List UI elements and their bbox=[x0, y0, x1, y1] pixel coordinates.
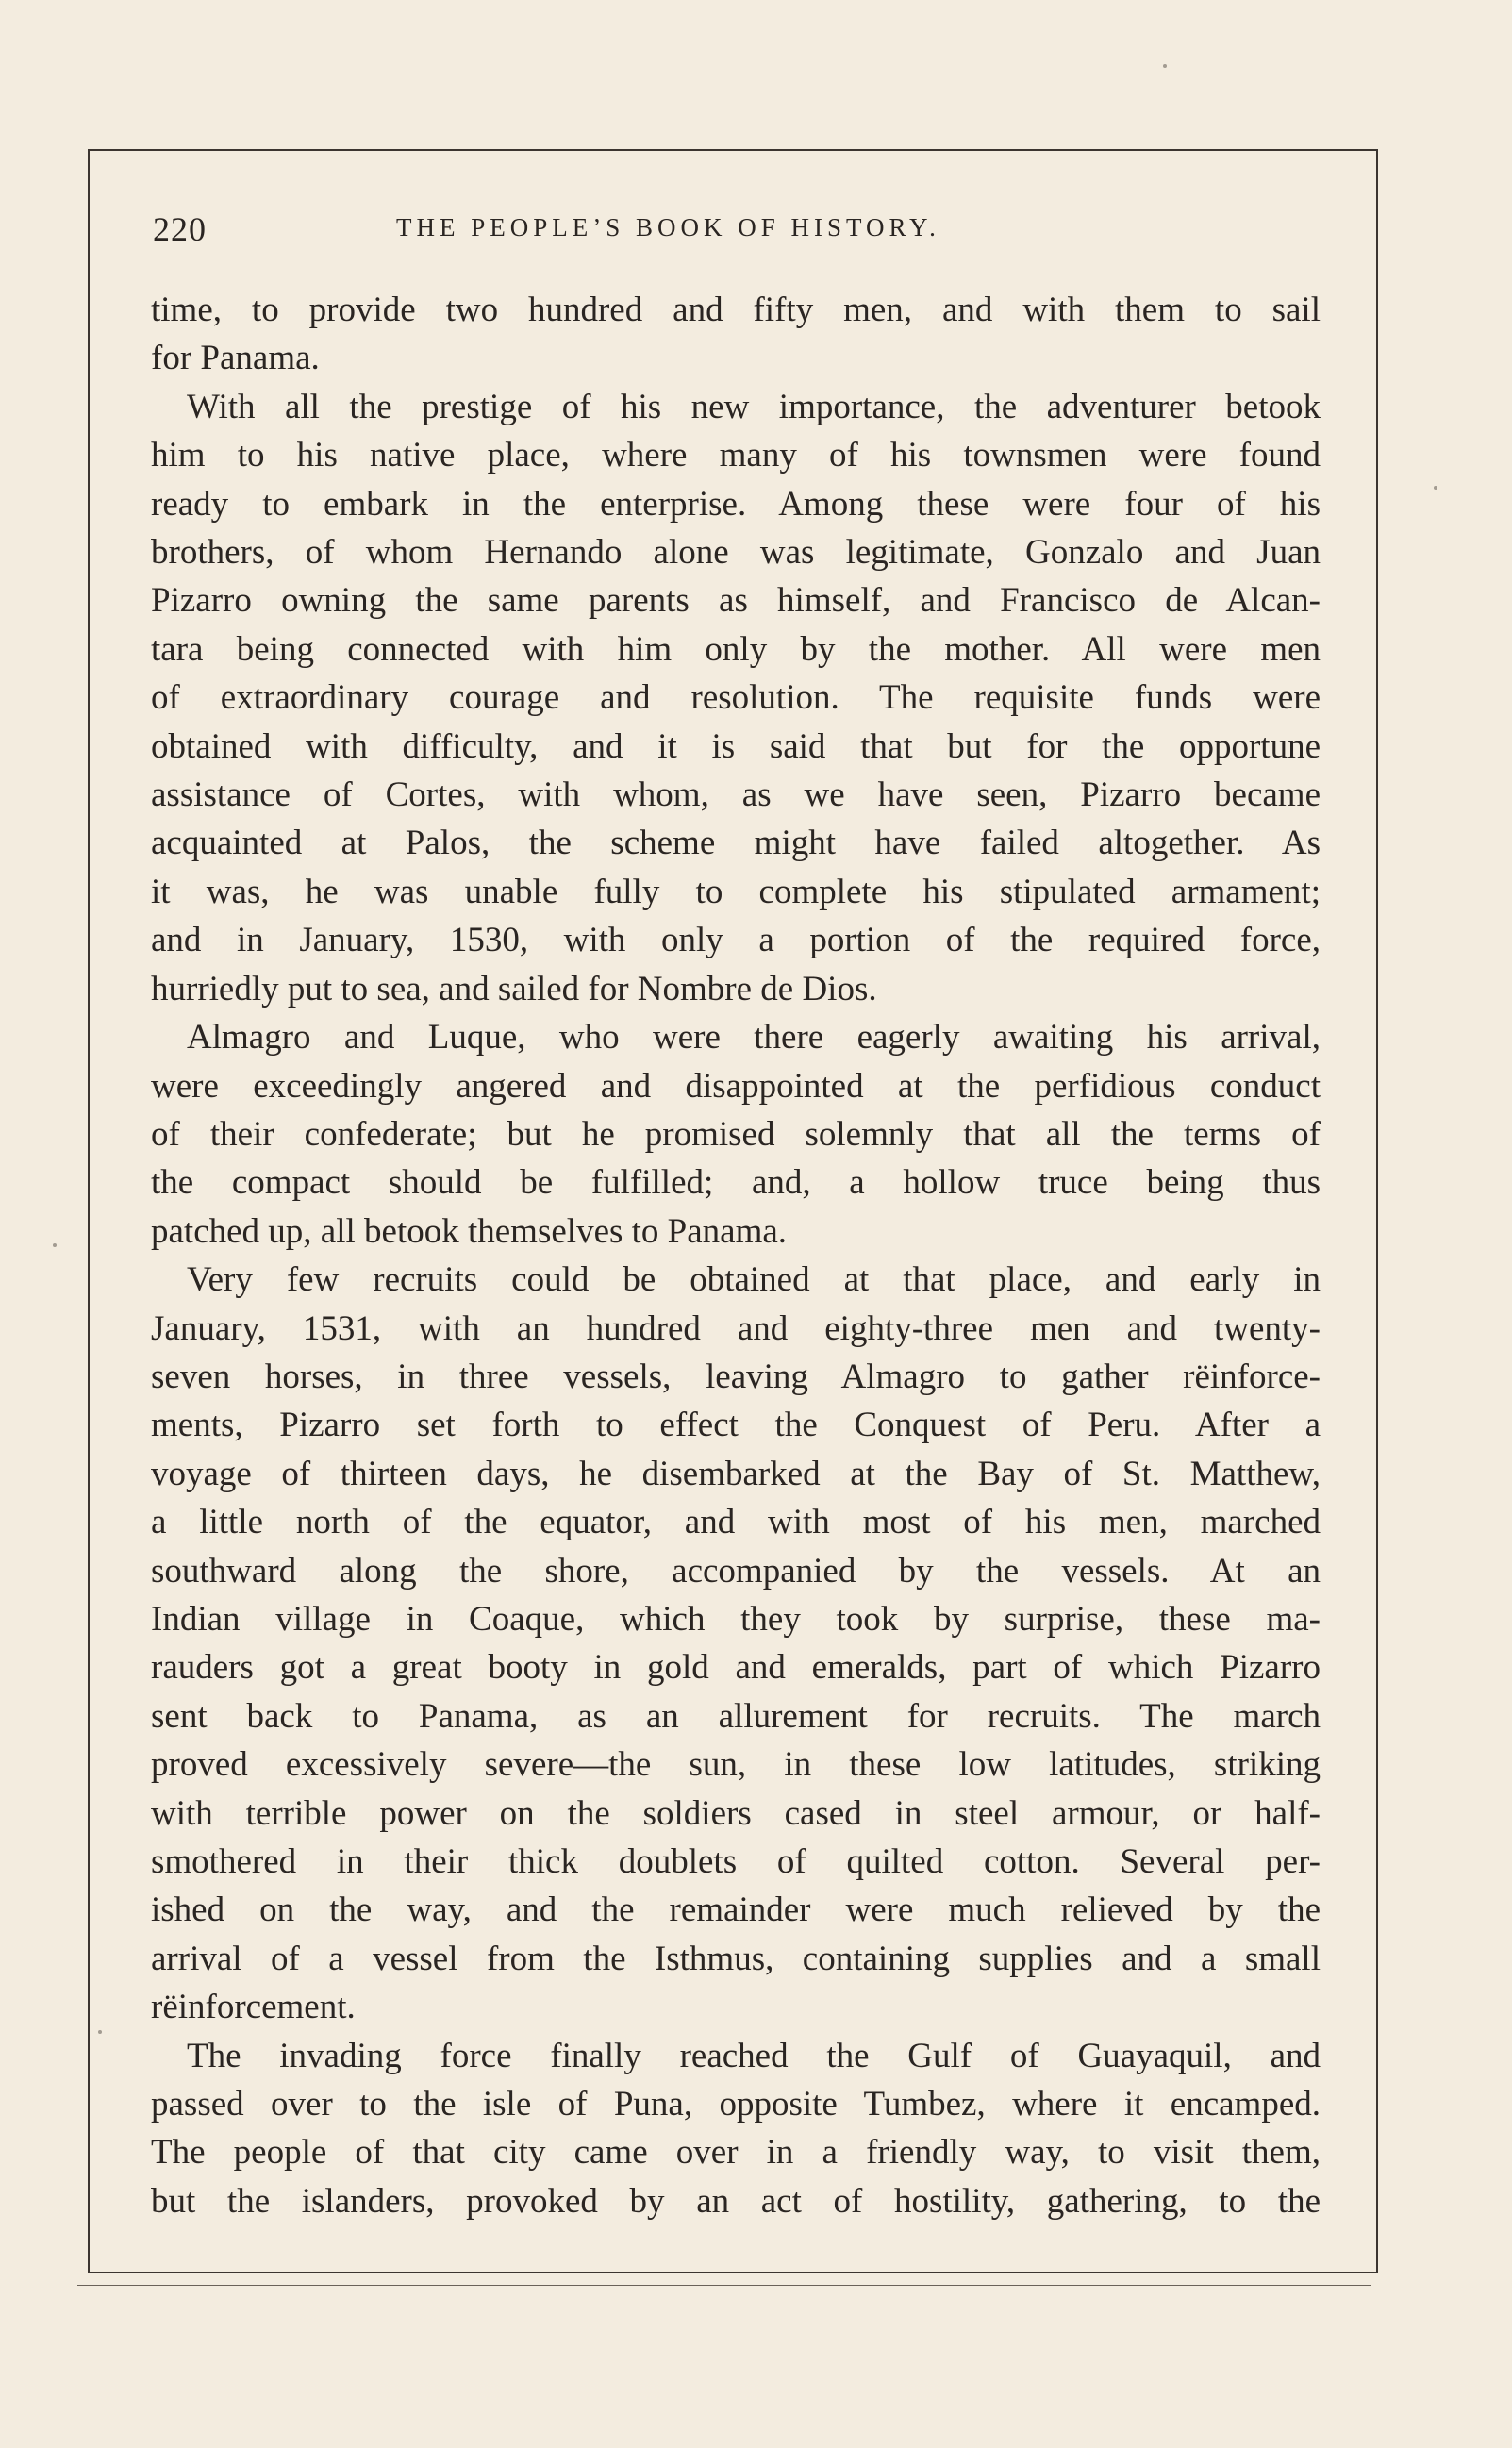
page-number: 220 bbox=[153, 210, 207, 248]
text-line: ready to embark in the enterprise. Among these were four of his bbox=[151, 484, 1321, 524]
text-line: smothered in their thick doublets of quilted cotton. Several per- bbox=[151, 1842, 1321, 1881]
text-line: rëinforcement. bbox=[151, 1988, 356, 2027]
text-line: Indian village in Coaque, which they took by surprise, these ma- bbox=[151, 1599, 1321, 1639]
text-line: hurriedly put to sea, and sailed for Nombre de Dios. bbox=[151, 969, 877, 1008]
text-line: him to his native place, where many of his townsmen were found bbox=[151, 436, 1321, 475]
text-line: were exceedingly angered and disappointed at the perfidious conduct bbox=[151, 1066, 1321, 1106]
text-line: proved excessively severe—the sun, in these low latitudes, striking bbox=[151, 1745, 1321, 1785]
print-speck bbox=[53, 1243, 57, 1247]
text-line: of their confederate; but he promised solemnly that all the terms of bbox=[151, 1114, 1321, 1154]
text-line: for Panama. bbox=[151, 339, 320, 378]
text-line: of extraordinary courage and resolution. The requisite funds were bbox=[151, 678, 1321, 718]
text-line: passed over to the isle of Puna, opposite Tumbez, where it encamped. bbox=[151, 2085, 1321, 2124]
print-speck bbox=[1434, 486, 1437, 490]
text-line: The people of that city came over in a friendly way, to visit them, bbox=[151, 2133, 1321, 2173]
text-line: The invading force finally reached the Gulf of Guayaquil, and bbox=[187, 2036, 1321, 2075]
text-line: obtained with difficulty, and it is said that but for the opportune bbox=[151, 726, 1321, 766]
text-line: a little north of the equator, and with most of his men, marched bbox=[151, 1503, 1321, 1542]
running-title: THE PEOPLE’S BOOK OF HISTORY. bbox=[396, 213, 940, 241]
text-line: Almagro and Luque, who were there eagerly awaiting his arrival, bbox=[187, 1018, 1321, 1057]
text-line: sent back to Panama, as an allurement for recruits. The march bbox=[151, 1696, 1321, 1736]
text-line: ments, Pizarro set forth to effect the Conquest of Peru. After a bbox=[151, 1406, 1321, 1445]
text-line: the compact should be fulfilled; and, a hollow truce being thus bbox=[151, 1163, 1321, 1203]
running-head bbox=[153, 209, 1322, 257]
text-line: time, to provide two hundred and fifty men, and with them to sail bbox=[151, 291, 1321, 329]
text-line: January, 1531, with an hundred and eighty-three men and twenty- bbox=[151, 1308, 1321, 1348]
text-line: with terrible power on the soldiers cased in steel armour, or half- bbox=[151, 1793, 1321, 1833]
text-line: southward along the shore, accompanied by the vessels. At an bbox=[151, 1551, 1321, 1590]
text-line: brothers, of whom Hernando alone was legitimate, Gonzalo and Juan bbox=[151, 533, 1321, 573]
text-line: seven horses, in three vessels, leaving Almagro to gather rëinforce- bbox=[151, 1357, 1321, 1396]
text-line: assistance of Cortes, with whom, as we have seen, Pizarro became bbox=[151, 775, 1321, 815]
text-line: tara being connected with him only by the mother. All were men bbox=[151, 629, 1321, 669]
text-line: ished on the way, and the remainder were much relieved by the bbox=[151, 1890, 1321, 1930]
text-line: voyage of thirteen days, he disembarked at the Bay of St. Matthew, bbox=[151, 1454, 1321, 1493]
body-text bbox=[151, 286, 1321, 2225]
text-line: patched up, all betook themselves to Panama. bbox=[151, 1211, 788, 1251]
text-line: it was, he was unable fully to complete his stipulated armament; bbox=[151, 872, 1321, 911]
print-speck bbox=[1163, 64, 1167, 68]
text-line: acquainted at Palos, the scheme might have failed altogether. As bbox=[151, 824, 1321, 863]
bottom-rule bbox=[77, 2285, 1371, 2286]
text-line: Very few recruits could be obtained at that place, and early in bbox=[187, 1260, 1321, 1300]
text-line: rauders got a great booty in gold and emeralds, part of which Pizarro bbox=[151, 1648, 1321, 1688]
text-line: arrival of a vessel from the Isthmus, containing supplies and a small bbox=[151, 1939, 1321, 1978]
text-line: and in January, 1530, with only a portion of the required force, bbox=[151, 921, 1321, 960]
text-line: With all the prestige of his new importance, the adventurer betook bbox=[187, 387, 1321, 426]
print-speck bbox=[98, 2030, 102, 2034]
text-line: but the islanders, provoked by an act of hostility, gathering, to the bbox=[151, 2181, 1321, 2221]
text-line: Pizarro owning the same parents as himself, and Francisco de Alcan- bbox=[151, 581, 1321, 621]
